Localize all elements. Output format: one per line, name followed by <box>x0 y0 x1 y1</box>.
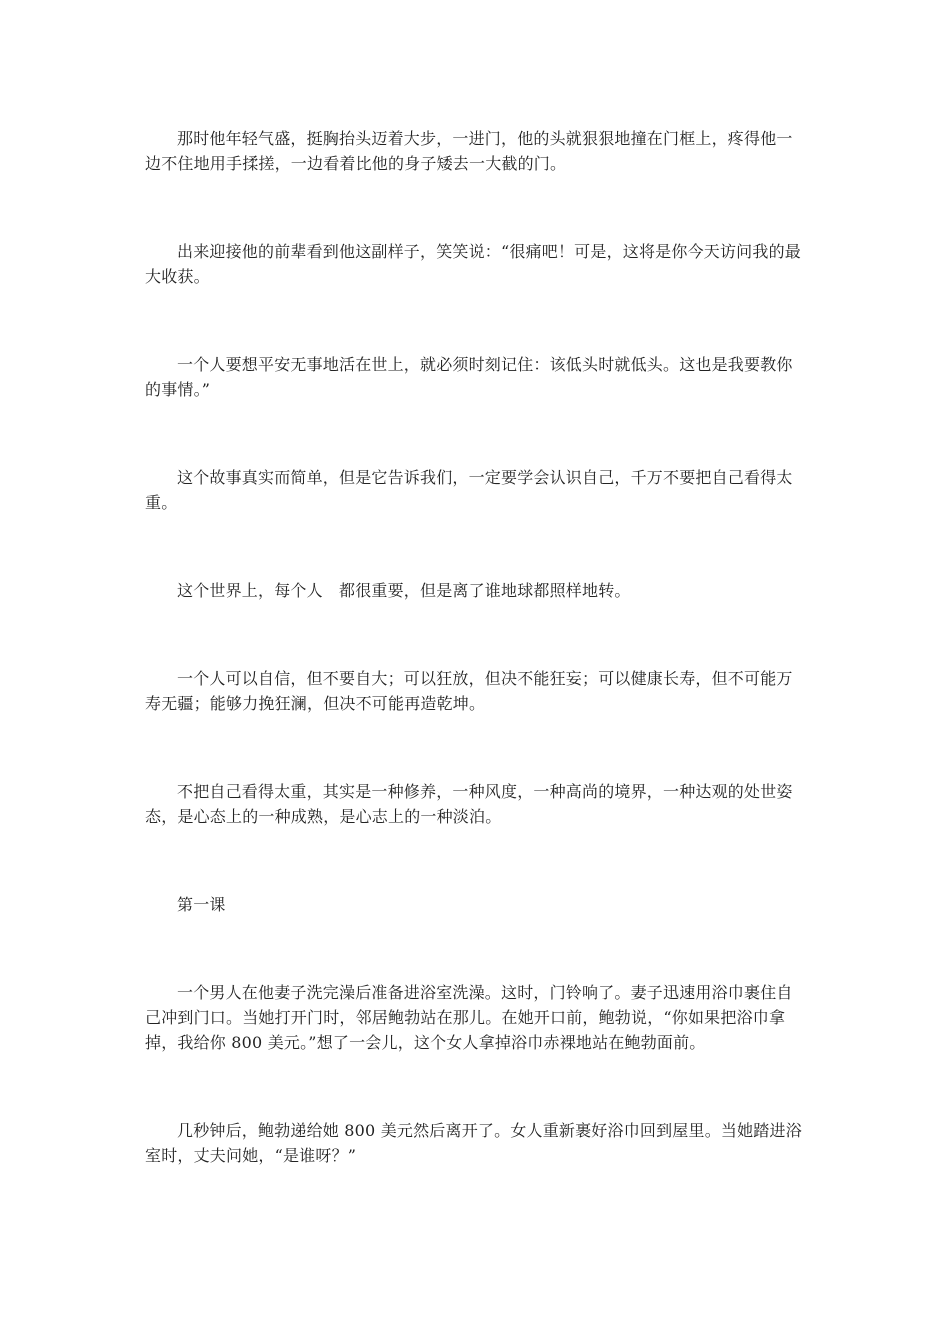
paragraph-3: 一个人要想平安无事地活在世上，就必须时刻记住：该低头时就低头。这也是我要教你的事情。” <box>145 355 793 399</box>
paragraph-1: 那时他年轻气盛，挺胸抬头迈着大步，一进门，他的头就狠狠地撞在门框上，疼得他一边不住地用手揉搓，一边看着比他的身子矮去一大截的门。 <box>145 129 793 173</box>
paragraph-5: 这个世界上，每个人 都很重要，但是离了谁地球都照样地转。 <box>177 581 631 600</box>
paragraph-6: 一个人可以自信，但不要自大；可以狂放，但决不能狂妄；可以健康长寿，但不可能万寿无疆；能够力挽狂澜，但决不可能再造乾坤。 <box>145 669 793 713</box>
paragraph-7: 不把自己看得太重，其实是一种修养，一种风度，一种高尚的境界，一种达观的处世姿态，是心态上的一种成熟，是心志上的一种淡泊。 <box>145 782 793 826</box>
paragraph-8: 一个男人在他妻子洗完澡后准备进浴室洗澡。这时，门铃响了。妻子迅速用浴巾裹住自己冲到门口。当她打开门时，邻居鲍勃站在那儿。在她开口前，鲍勃说，“你如果把浴巾拿掉，我给你 800 美元。”想了一会儿，这个女人拿掉浴巾赤裸地站在鲍勃面前。 <box>145 983 793 1052</box>
paragraph-9: 几秒钟后，鲍勃递给她 800 美元然后离开了。女人重新裹好浴巾回到屋里。当她踏进浴室时，丈夫问她，“是谁呀？” <box>145 1121 802 1165</box>
paragraph-2: 出来迎接他的前辈看到他这副样子，笑笑说：“很痛吧！可是，这将是你今天访问我的最大收获。 <box>145 242 801 286</box>
section-heading: 第一课 <box>177 895 226 914</box>
paragraph-4: 这个故事真实而简单，但是它告诉我们，一定要学会认识自己，千万不要把自己看得太重。 <box>145 468 793 512</box>
